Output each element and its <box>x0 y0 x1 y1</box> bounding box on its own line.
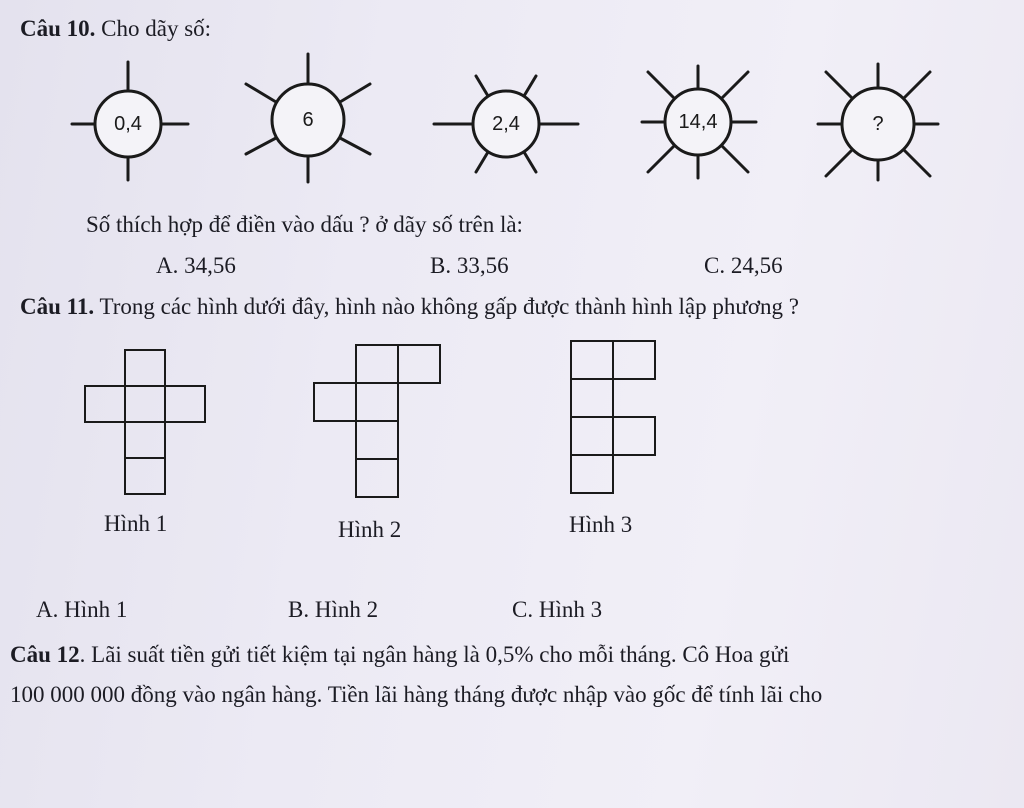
q11-header <box>20 294 799 320</box>
q10-header <box>20 16 211 42</box>
sun-value-4: 14,4 <box>678 111 718 133</box>
sun-value-1: 0,4 <box>114 113 142 135</box>
q10-option-b: B. 33,56 <box>430 253 509 278</box>
sun-value-3: 2,4 <box>492 113 520 135</box>
sun-figure-5 <box>872 113 884 135</box>
q11-option-c: C. Hình 3 <box>512 597 603 622</box>
q12-line-2: 100 000 000 đồng vào ngân hàng. Tiền lãi hàng tháng được nhập vào gốc để tính lãi cho <box>10 682 823 707</box>
q12-line-1 <box>10 642 789 668</box>
figure-label-1: Hình 1 <box>104 511 168 536</box>
q11-option-b: B. Hình 2 <box>288 597 379 622</box>
q10-text: Cho dãy số: <box>101 16 212 41</box>
q11-label: Câu 11. <box>20 294 95 319</box>
q10-prompt: Số thích hợp để điền vào dấu ? ở dãy số trên là: <box>86 212 523 237</box>
cube-net-2 <box>308 340 448 505</box>
q12-text-1: . Lãi suất tiền gửi tiết kiệm tại ngân hàng là 0,5% cho mỗi tháng. Cô Hoa gửi <box>79 642 790 667</box>
sun-figure-3 <box>492 113 520 135</box>
q12-label: Câu 12 <box>10 642 80 667</box>
sun-figure-4 <box>678 111 718 133</box>
q11-text: Trong các hình dưới đây, hình nào không gấp được thành hình lập phương ? <box>99 294 799 319</box>
q11-option-a: A. Hình 1 <box>36 597 128 622</box>
sun-figure-2 <box>302 109 314 131</box>
sun-value-2: 6 <box>302 109 314 131</box>
q10-option-c: C. 24,56 <box>704 253 783 278</box>
q10-label: Câu 10. <box>20 16 96 41</box>
cube-net-3 <box>566 336 666 501</box>
sun-value-5: ? <box>872 113 884 135</box>
cube-net-1 <box>80 345 220 505</box>
sun-figure-1 <box>114 113 142 135</box>
figure-label-3: Hình 3 <box>569 512 633 537</box>
q10-option-a: A. 34,56 <box>156 253 236 278</box>
figure-label-2: Hình 2 <box>338 517 402 542</box>
